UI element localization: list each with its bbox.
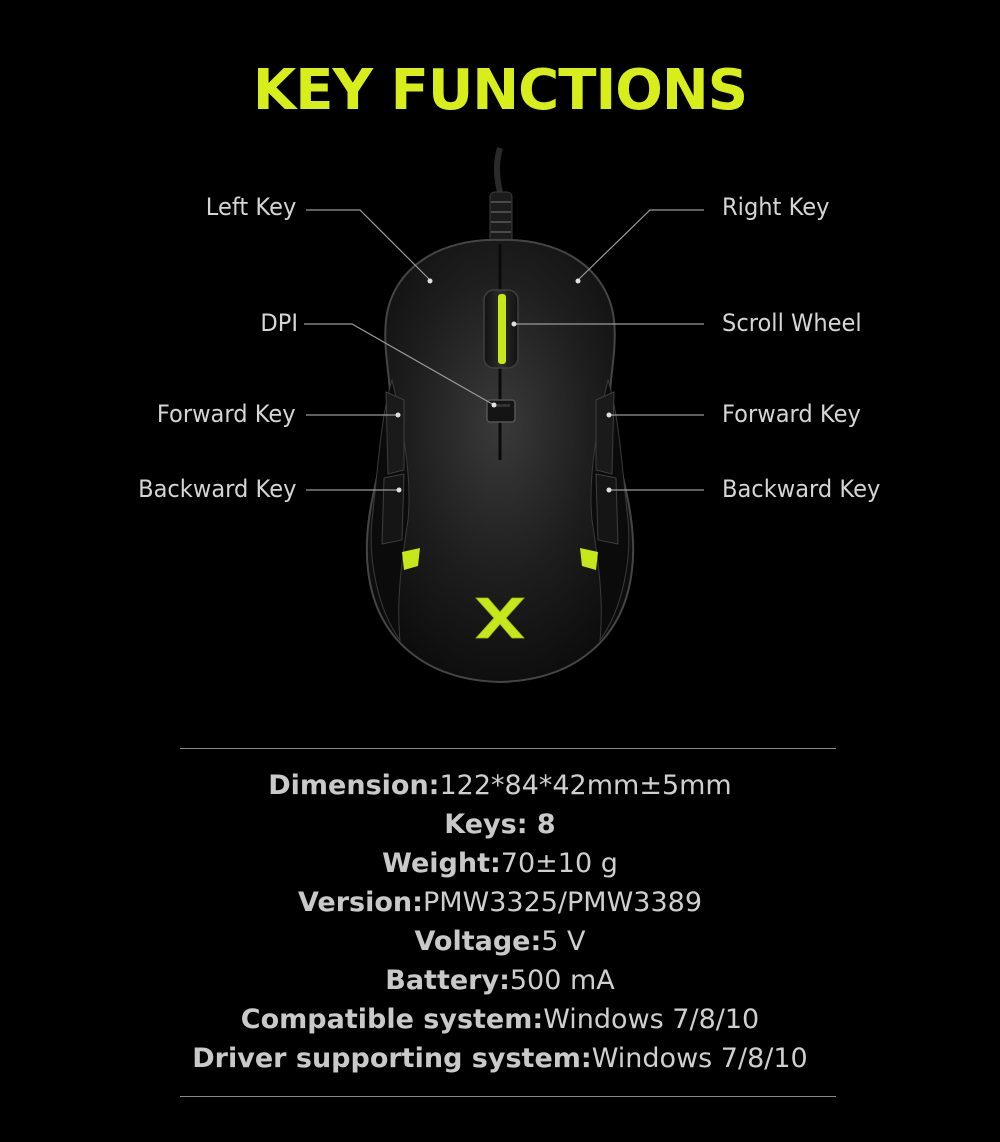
label-backward-key-right: Backward Key [722,475,881,503]
spec-voltage: Voltage:5 V [414,926,586,957]
label-forward-key-right: Forward Key [722,400,861,428]
spec-weight: Weight:70±10 g [382,848,618,879]
label-forward-key-left: Forward Key [157,400,296,428]
spec-dimension: Dimension:122*84*42mm±5mm [268,770,732,801]
spec-list [0,766,1000,1078]
divider-bottom [180,1096,836,1097]
label-left-key: Left Key [205,193,296,221]
label-scroll-wheel: Scroll Wheel [722,309,862,337]
spec-battery: Battery:500 mA [385,965,615,996]
scroll-wheel [484,290,518,368]
label-right-key: Right Key [722,193,830,221]
spec-driver-supporting-system: Driver supporting system:Windows 7/8/10 [192,1043,808,1074]
spec-version: Version:PMW3325/PMW3389 [297,887,703,918]
divider-top [180,748,836,749]
label-backward-key-left: Backward Key [137,475,296,503]
spec-compatible-system: Compatible system:Windows 7/8/10 [240,1004,760,1035]
spec-keys: Keys: 8 [444,809,556,840]
cable [490,148,512,246]
page-title: KEY FUNCTIONS [252,58,748,123]
label-dpi: DPI [260,309,298,337]
callout-right-key [578,210,704,280]
